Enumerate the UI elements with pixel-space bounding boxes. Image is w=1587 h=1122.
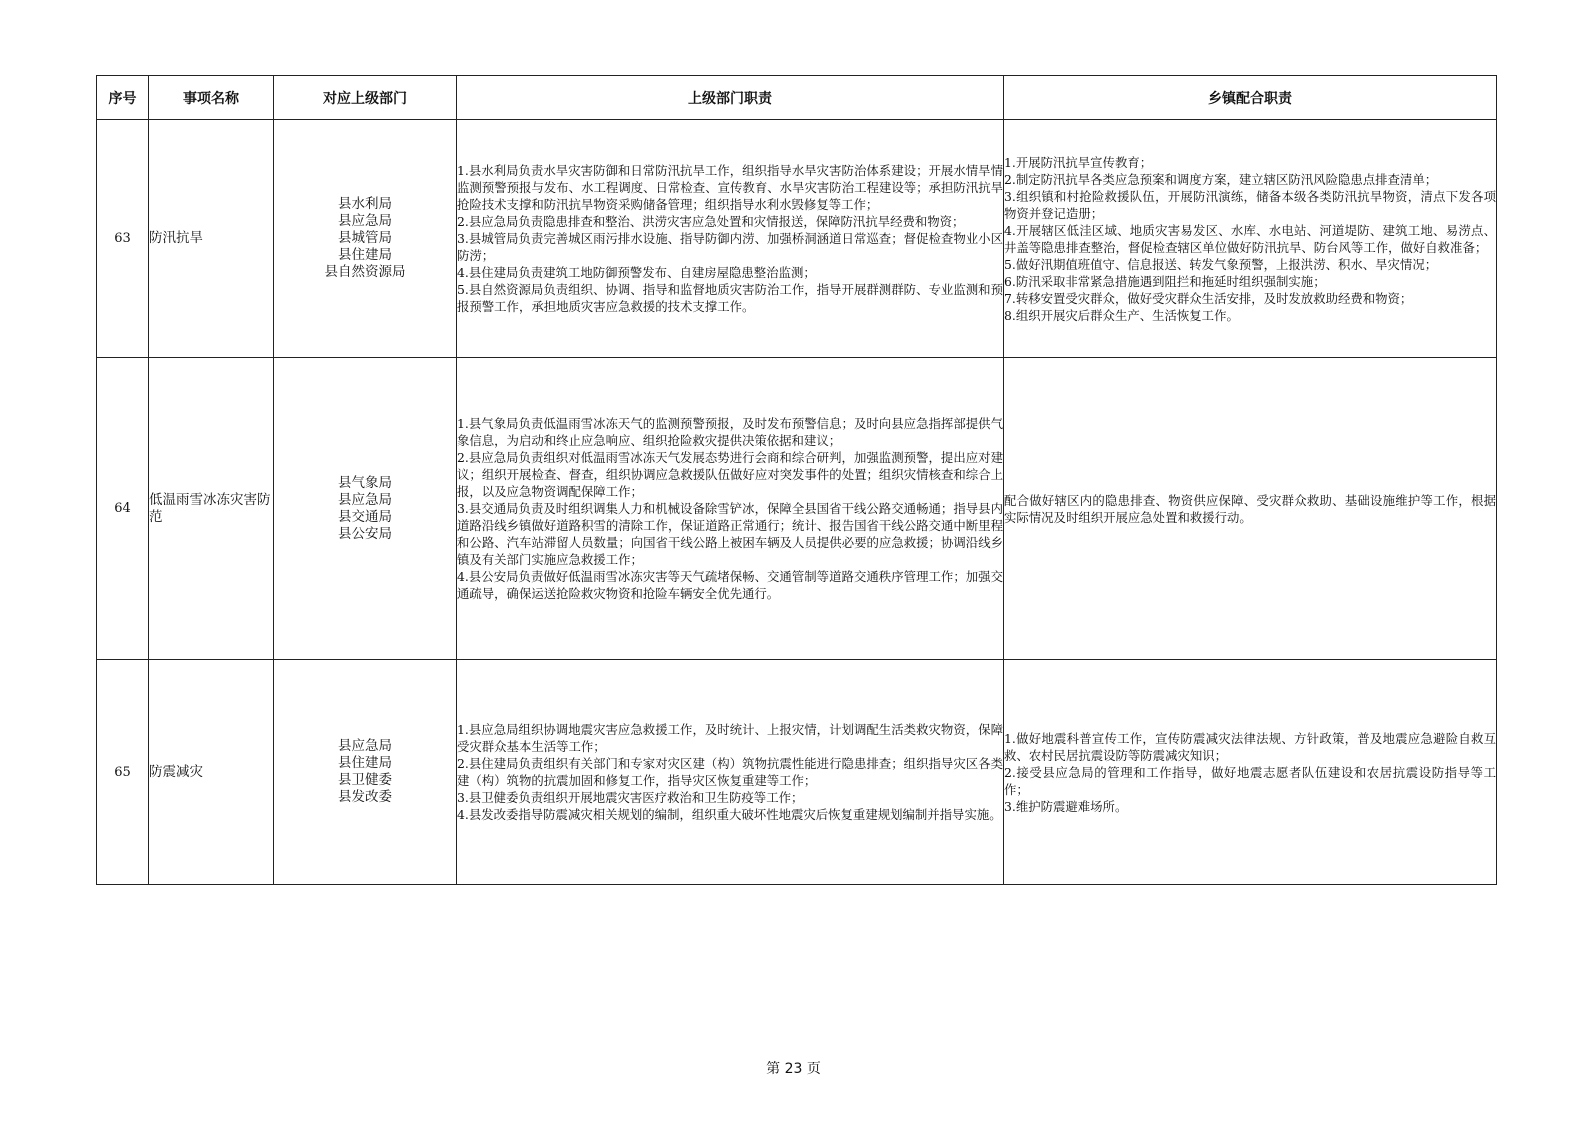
superior-duty-cell	[457, 120, 1004, 358]
dept-entry: 县应急局	[338, 213, 392, 229]
header-name: 事项名称	[149, 76, 274, 120]
town-item: 3.组织镇和村抢险救援队伍，开展防汛演练，储备本级各类防汛抗旱物资，清点下发各项物资并登记造册；	[1004, 188, 1496, 221]
dept-entry: 县卫健委	[338, 772, 392, 788]
dept-list	[274, 120, 457, 358]
duty-item: 4.县发改委指导防震减灾相关规划的编制，组织重大破坏性地震灾后恢复重建规划编制并指导实施。	[457, 807, 1002, 822]
item-name: 防汛抗旱	[149, 120, 274, 358]
duty-item: 4.县公安局负责做好低温雨雪冰冻灾害等天气疏堵保畅、交通管制等道路交通秩序管理工作；加强交通疏导，确保运送抢险救灾物资和抢险车辆安全优先通行。	[457, 569, 1003, 601]
page-number: 第 23 页	[766, 1061, 821, 1077]
duty-item: 1.县应急局组织协调地震灾害应急救援工作，及时统计、上报灾情，计划调配生活类救灾物资，保障受灾群众基本生活等工作；	[457, 722, 1003, 754]
town-item: 3.维护防震避难场所。	[1004, 798, 1128, 814]
row-number: 64	[97, 358, 149, 660]
duty-item: 2.县应急局负责组织对低温雨雪冰冻天气发展态势进行会商和综合研判，加强监测预警，提出应对建议；组织开展检查、督查，组织协调应急救援队伍做好应对突发事件的处置；组织灾情核查和综合上报，以及应急物资调配保障工作；	[457, 450, 1003, 499]
dept-entry: 县应急局	[338, 738, 392, 754]
dept-entry: 县应急局	[338, 491, 392, 508]
duty-item: 3.县城管局负责完善城区雨污排水设施、指导防御内涝、加强桥洞涵道日常巡查；督促检查物业小区防涝；	[457, 231, 1003, 263]
table-row	[97, 358, 1497, 660]
header-town: 乡镇配合职责	[1004, 76, 1497, 120]
item-name: 低温雨雪冰冻灾害防范	[149, 358, 274, 660]
town-item: 配合做好辖区内的隐患排查、物资供应保障、受灾群众救助、基础设施维护等工作，根据实际情况及时组织开展应急处置和救援行动。	[1004, 492, 1496, 525]
dept-list	[274, 358, 457, 660]
town-item: 2.接受县应急局的管理和工作指导，做好地震志愿者队伍建设和农居抗震设防指导等工作；	[1004, 764, 1496, 797]
duty-item: 1.县水利局负责水旱灾害防御和日常防汛抗旱工作，组织指导水旱灾害防治体系建设；开展水情旱情监测预警预报与发布、水工程调度、日常检查、宣传教育、水旱灾害防治工程建设等；承担防汛抗旱抢险技术支撑和防汛抗旱物资采购储备管理；组织指导水利水毁修复等工作；	[457, 163, 1003, 212]
table-row	[97, 660, 1497, 885]
dept-entry: 县公安局	[338, 525, 392, 542]
town-item: 2.制定防汛抗旱各类应急预案和调度方案，建立辖区防汛风险隐患点排查清单；	[1004, 171, 1438, 187]
row-number: 65	[97, 660, 149, 885]
town-item: 1.做好地震科普宣传工作，宣传防震减灾法律法规、方针政策，普及地震应急避险自救互救、农村民居抗震设防等防震减灾知识；	[1004, 730, 1496, 763]
town-item: 6.防汛采取非常紧急措施遇到阻拦和拖延时组织强制实施；	[1004, 273, 1326, 289]
duty-item: 2.县应急局负责隐患排查和整治、洪涝灾害应急处置和灾情报送，保障防汛抗旱经费和物资；	[457, 214, 965, 229]
duty-item: 3.县交通局负责及时组织调集人力和机械设备除雪铲冰，保障全县国省干线公路交通畅通；指导县内道路沿线乡镇做好道路积雪的清除工作，保证道路正常通行；统计、报告国省干线公路交通中断里程和公路、汽车站滞留人员数量；向国省干线公路上被困车辆及人员提供必要的应急救援；协调沿线乡镇及有关部门实施应急救援工作；	[457, 501, 1003, 567]
duty-item: 5.县自然资源局负责组织、协调、指导和监督地质灾害防治工作，指导开展群测群防、专业监测和预报预警工作，承担地质灾害应急救援的技术支撑工作。	[457, 282, 1003, 314]
town-item: 8.组织开展灾后群众生产、生活恢复工作。	[1004, 307, 1239, 323]
town-item: 7.转移安置受灾群众，做好受灾群众生活安排，及时发放救助经费和物资；	[1004, 290, 1413, 306]
table-header-row	[97, 76, 1497, 120]
dept-entry: 县发改委	[338, 789, 392, 805]
superior-duty-cell	[457, 660, 1004, 885]
dept-entry: 县气象局	[338, 474, 392, 491]
town-item: 5.做好汛期值班值守、信息报送、转发气象预警，上报洪涝、积水、旱灾情况；	[1004, 256, 1438, 272]
row-number: 63	[97, 120, 149, 358]
item-name: 防震减灾	[149, 660, 274, 885]
dept-list	[274, 660, 457, 885]
superior-duty-cell	[457, 358, 1004, 660]
dept-entry: 县住建局	[338, 755, 392, 771]
town-duty-cell	[1004, 120, 1497, 358]
duty-item: 3.县卫健委负责组织开展地震灾害医疗救治和卫生防疫等工作；	[457, 790, 804, 805]
duty-item: 4.县住建局负责建筑工地防御预警发布、自建房屋隐患整治监测；	[457, 265, 816, 280]
town-duty-cell	[1004, 660, 1497, 885]
dept-entry: 县城管局	[338, 230, 392, 246]
town-duty-cell	[1004, 358, 1497, 660]
dept-entry: 县交通局	[338, 508, 392, 525]
duty-item: 2.县住建局负责组织有关部门和专家对灾区建（构）筑物抗震性能进行隐患排查；组织指导灾区各类建（构）筑物的抗震加固和修复工作，指导灾区恢复重建等工作；	[457, 756, 1003, 788]
header-no: 序号	[97, 76, 149, 120]
town-item: 1.开展防汛抗旱宣传教育；	[1004, 154, 1153, 170]
duty-table	[96, 75, 1497, 885]
dept-entry: 县水利局	[338, 196, 392, 212]
table-row	[97, 120, 1497, 358]
duty-item: 1.县气象局负责低温雨雪冰冻天气的监测预警预报，及时发布预警信息；及时向县应急指挥部提供气象信息，为启动和终止应急响应、组织抢险救灾提供决策依据和建议；	[457, 416, 1003, 448]
header-duty: 上级部门职责	[457, 76, 1004, 120]
town-item: 4.开展辖区低洼区域、地质灾害易发区、水库、水电站、河道堤防、建筑工地、易涝点、井盖等隐患排查整治，督促检查辖区单位做好防汛抗旱、防台风等工作，做好自救准备；	[1004, 222, 1496, 255]
header-dept: 对应上级部门	[274, 76, 457, 120]
dept-entry: 县住建局	[338, 247, 392, 263]
dept-entry: 县自然资源局	[324, 264, 406, 280]
